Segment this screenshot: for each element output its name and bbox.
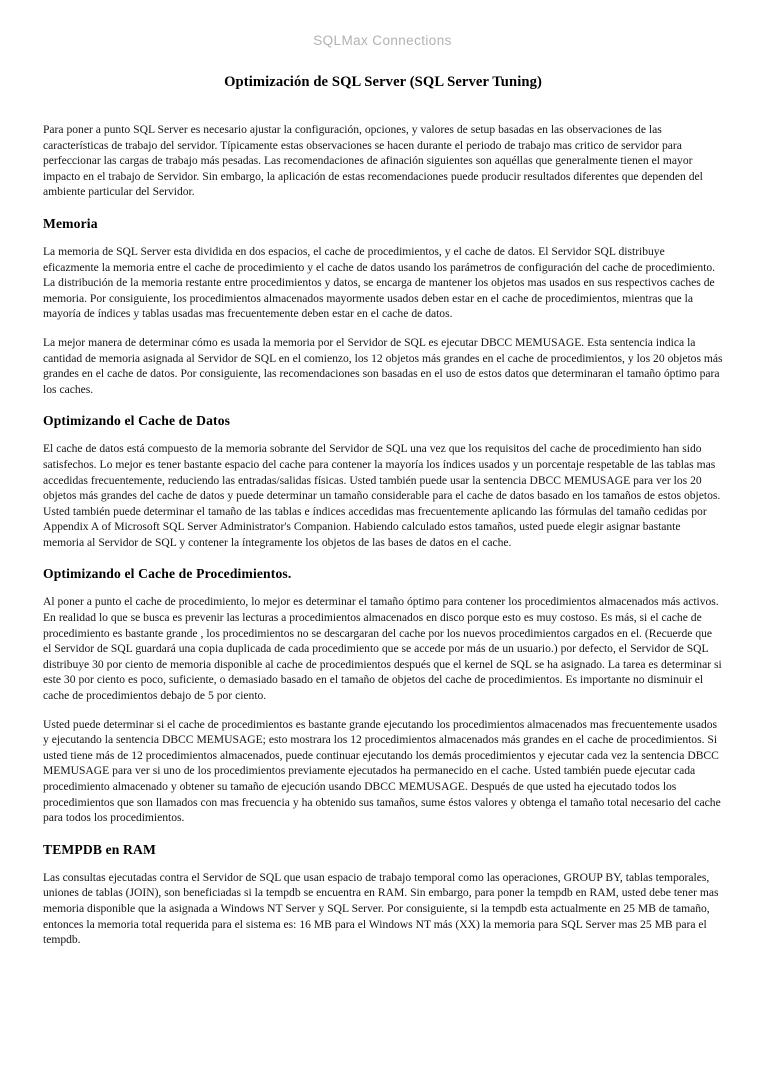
document-body: [43, 0, 723, 1068]
paragraph: La mejor manera de determinar cómo es usada la memoria por el Servidor de SQL es ejecutar DBCC MEMUSAGE. Esta sentencia indica la cantidad de memoria asignada al Servidor de SQL en el comienzo, los 12 objetos más grandes en el cache de procedimientos, y los 20 objetos más grandes en el cache de datos. Por consiguiente, las recomendaciones son basadas en el uso de estos datos que determinaran el tamaño óptimo para los caches.: [43, 335, 723, 396]
section-heading-optimizando-cache-de-datos: Optimizando el Cache de Datos: [43, 413, 231, 429]
paragraph: Usted puede determinar si el cache de procedimientos es bastante grande ejecutando los procedimientos almacenados mas frecuentemente usados y ejecutando la sentencia DBCC MEMUSAGE; esto mostrara los 12 procedimientos almacenados más grandes en el cache de procedimientos. Si usted tiene más de 12 procedimientos almacenados, puede continuar ejecutando los demás procedimientos y ejecutar cada vez la sentencia DBCC MEMUSAGE para ver si uno de los procedimientos previamente ejecutados ha permanecido en el cache. Usted también puede ejecutar cada procedimiento almacenado y obtener su tamaño de ejecución usando DBCC MEMUSAGE. Después de que usted ha ejecutado todos los procedimientos que son llamados con mas frecuencia y ha obtenido sus tamaños, sume éstos valores y obtenga el tamaño total necesario del cache para todos los procedimientos.: [43, 717, 721, 825]
paragraph: Las consultas ejecutadas contra el Servidor de SQL que usan espacio de trabajo temporal como las operaciones, GROUP BY, tablas temporales, uniones de tablas (JOIN), son beneficiadas si la tempdb se encuentra en RAM. Sin embargo, para poner la tempdb en RAM, usted debe tener mas memoria disponible que la asignada a Windows NT Server y SQL Server. Por consiguiente, si la tempdb esta actualmente en 25 MB de tamaño, entonces la memoria total requerida para el sistema es: 16 MB para el Windows NT más (XX) la memoria para SQL Server mas 25 MB para el tempdb.: [43, 870, 719, 947]
section-heading-tempdb-en-ram: TEMPDB en RAM: [43, 841, 156, 857]
heading-spacer: [43, 429, 723, 441]
section-spacer: [43, 550, 723, 566]
paragraph-spacer: [43, 322, 723, 335]
paragraph-spacer: [43, 704, 723, 717]
paragraph: Al poner a punto el cache de procedimiento, lo mejor es determinar el tamaño óptimo para contener los procedimientos almacenados más activos. En realidad lo que se busca es prevenir las lecturas a procedimientos almacenados en disco porque esto es muy costoso. Es más, si el cache de procedimiento es bastante grande , los procedimientos no se descargaran del cache por los nuevos procedimientos cargados en el. (Recuerde que el Servidor de SQL guardará una copia duplicada de cada procedimiento que se accede por más de un usuario.) por defecto, el Servidor de SQL distribuye 30 por ciento de memoria disponible al cache de procedimientos después que el kernel de SQL se ha asignado. La tarea es determinar si este 30 por ciento es poco, suficiente, o demasiado basado en el tamaño de objetos del cache de procedimientos. Es importante no disminuir el cache de procedimientos debajo de 5 por ciento.: [43, 595, 722, 703]
section-spacer: [43, 200, 723, 216]
page-title: Optimización de SQL Server (SQL Server Tuning): [224, 74, 542, 90]
heading-spacer: [43, 858, 723, 870]
watermark-sqlmax-connections: SQLMax Connections: [313, 33, 452, 48]
heading-spacer: [43, 582, 723, 594]
intro-paragraph: Para poner a punto SQL Server es necesario ajustar la configuración, opciones, y valores de setup basadas en las observaciones de las características de trabajo del servidor. Típicamente estas observaciones se hacen durante el periodo de trabajo mas critico de servidor para perfeccionar las cargas de trabajo más pesadas. Las recomendaciones de afinación siguientes son aquéllas que generalmente tienen el mayor impacto en el trabajo de Servidor. Sin embargo, la aplicación de estas recomendaciones puede producir resultados diferentes que dependen del ambiente particular del Servidor.: [43, 123, 703, 199]
section-spacer: [43, 397, 723, 413]
bottom-whitespace: [43, 948, 723, 1068]
paragraph: El cache de datos está compuesto de la memoria sobrante del Servidor de SQL una vez que los requisitos del cache de procedimiento han sido satisfechos. Lo mejor es tener bastante espacio del cache para contener la mayoría los índices usados y un porcentaje respetable de las tablas mas accedidas frecuentemente, reduciendo las entradas/salidas físicas. Usted también puede usar la sentencia DBCC MEMUSAGE para ver los 20 objetos más grandes del cache de datos y puede determinar un tamaño considerable para el cache de datos basado en los tamaños de estos objetos. Usted también puede determinar el tamaño de las tablas e índices accedidas mas frecuentemente aplicando las fórmulas del tamaño cedidas por Appendix A of Microsoft SQL Server Administrator's Companion. Habiendo calculado estos tamaños, usted puede elegir asignar bastante memoria al Servidor de SQL y contener la íntegramente los objetos de las bases de datos en el cache.: [43, 442, 721, 549]
section-heading-optimizando-cache-de-procedimientos: Optimizando el Cache de Procedimientos.: [43, 566, 292, 582]
title-body-spacer: [43, 91, 723, 122]
section-spacer: [43, 826, 723, 842]
paragraph: La memoria de SQL Server esta dividida en dos espacios, el cache de procedimientos, y el cache de datos. El Servidor SQL distribuye eficazmente la memoria entre el cache de procedimiento y el cache de datos usando los parámetros de configuración del cache de procedimiento. La distribución de la memoria restante entre procedimientos y datos, se encarga de mantener los objetos mas usados en sus respectivos caches de memoria. Por consiguiente, los procedimientos almacenados mayormente usados deben estar en el cache de procedimientos, mientras que la mayoría de índices y tablas usadas mas frecuentemente deben estar en el cache de datos.: [43, 244, 716, 321]
heading-spacer: [43, 232, 723, 244]
section-heading-memoria: Memoria: [43, 215, 98, 231]
